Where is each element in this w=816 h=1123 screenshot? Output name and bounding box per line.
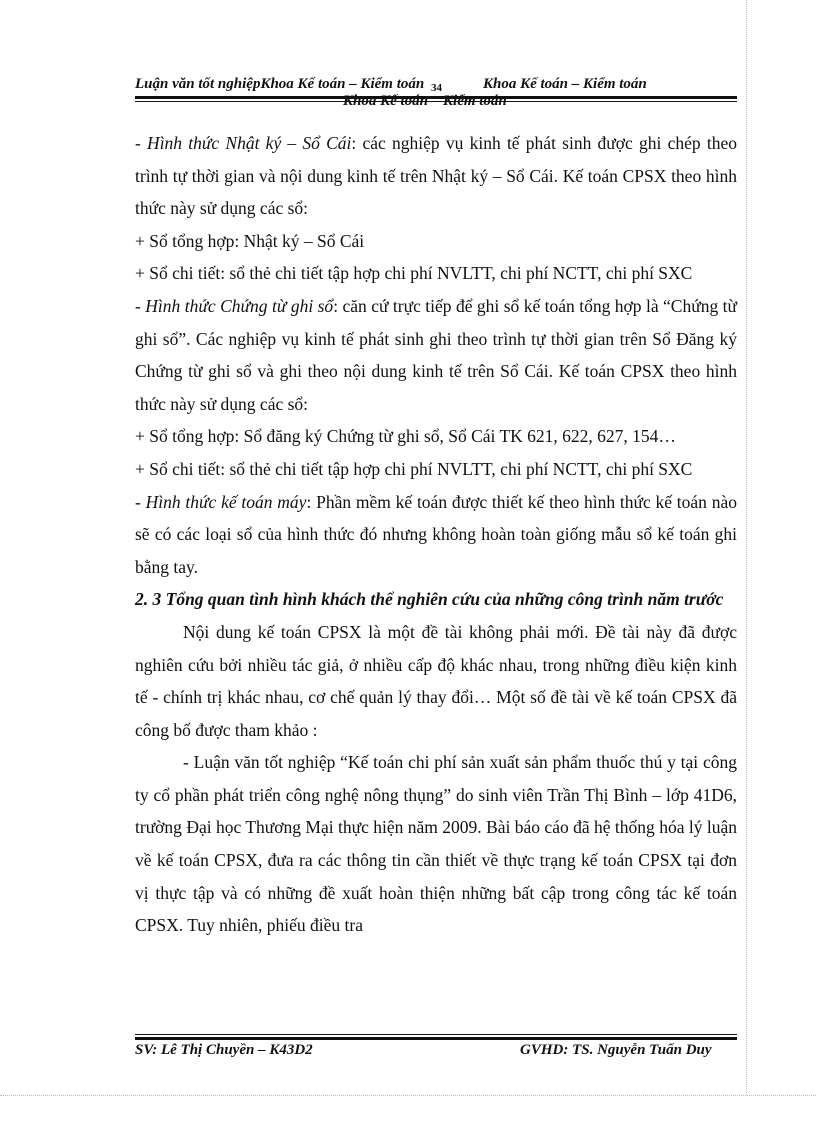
- page-body: [135, 127, 737, 942]
- paragraph-nhat-ky-so-cai: [135, 127, 737, 225]
- paragraph-thesis-reference: - Luận văn tốt nghiệp “Kế toán chi phí sản xuất sản phẩm thuốc thú y tại công ty cổ phần phát triển công nghệ nông thụng” do sinh viên Trần Thị Bình – lớp 41D6, trường Đại học Thương Mại thực hiện năm 2009. Bài báo cáo đã hệ thống hóa lý luận về kế toán CPSX, đưa ra các thông tin cần thiết về thực trạng kế toán CPSX tại đơn vị thực tập và có những đề xuất hoàn thiện những bất cập trong công tác kế toán CPSX. Tuy nhiên, phiếu điều tra: [135, 752, 737, 936]
- header-left-text: Luận văn tốt nghiệpKhoa Kế toán – Kiểm toán: [135, 76, 425, 92]
- footer-supervisor: GVHD: TS. Nguyễn Tuấn Duy: [520, 1042, 712, 1058]
- footer-student: SV: Lê Thị Chuyền – K43D2: [135, 1042, 313, 1058]
- paragraph-so-chi-tiet-1: + Sổ chi tiết: sổ thẻ chi tiết tập hợp chi phí NVLTT, chi phí NCTT, chi phí SXC: [135, 263, 693, 284]
- footer-rule: [135, 1034, 737, 1040]
- paragraph-so-tong-hop-2: + Sổ tổng hợp: Sổ đăng ký Chứng từ ghi sổ, Sổ Cái TK 621, 622, 627, 154…: [135, 426, 676, 447]
- page-edge-vertical: [746, 0, 747, 1095]
- paragraph-text: : các nghiệp vụ kinh tế phát sinh được ghi chép theo trình tự thời gian và nội dung kinh tế trên Nhật ký – Sổ Cái. Kế toán CPSX theo hình thức này sử dụng các sổ:: [135, 133, 737, 219]
- page-edge-horizontal: [0, 1095, 816, 1096]
- header-second-line: Khoa Kế toán – Kiểm toán: [343, 93, 507, 109]
- form-label-nhat-ky-so-cai: - Hình thức Nhật ký – Sổ Cái: [135, 133, 352, 153]
- paragraph-ke-toan-may: [135, 486, 737, 584]
- page-header: [135, 76, 737, 116]
- paragraph-chung-tu-ghi-so: [135, 290, 737, 420]
- form-label-ke-toan-may: - Hình thức kế toán máy: [135, 491, 307, 512]
- paragraph-so-chi-tiet-2: + Sổ chi tiết: sổ thẻ chi tiết tập hợp chi phí NVLTT, chi phí NCTT, chi phí SXC: [135, 458, 693, 479]
- paragraph-text: : Phần mềm kế toán được thiết kế theo hình thức kế toán nào sẽ có các loại sổ của hình thức đó nhưng không hoàn toàn giống mẫu sổ kế toán ghi bằng tay.: [135, 491, 737, 577]
- paragraph-text: : căn cứ trực tiếp để ghi sổ kế toán tổng hợp là “Chứng từ ghi sổ”. Các nghiệp vụ kinh tế phát sinh ghi theo trình tự thời gian trên Sổ Đăng ký Chứng từ ghi sổ và ghi theo nội dung kinh tế trên Sổ Cái. Kế toán CPSX theo hình thức này sử dụng các sổ:: [135, 295, 737, 414]
- header-right-text: Khoa Kế toán – Kiểm toán: [483, 76, 647, 92]
- page-number: 34: [431, 82, 442, 94]
- paragraph-overview: Nội dung kế toán CPSX là một đề tài không phải mới. Đề tài này đã được nghiên cứu bởi nhiều tác giả, ở nhiều cấp độ khác nhau, trong những điều kiện kinh tế - chính trị khác nhau, cơ chế quản lý thay đổi… Một số đề tài về kế toán CPSX đã công bố được tham khảo :: [135, 621, 737, 740]
- section-heading: 2. 3 Tổng quan tình hình khách thể nghiên cứu của những công trình năm trước: [135, 589, 724, 610]
- paragraph-so-tong-hop-1: + Sổ tổng hợp: Nhật ký – Sổ Cái: [135, 230, 365, 251]
- form-label-chung-tu-ghi-so: - Hình thức Chứng từ ghi sổ: [135, 295, 334, 316]
